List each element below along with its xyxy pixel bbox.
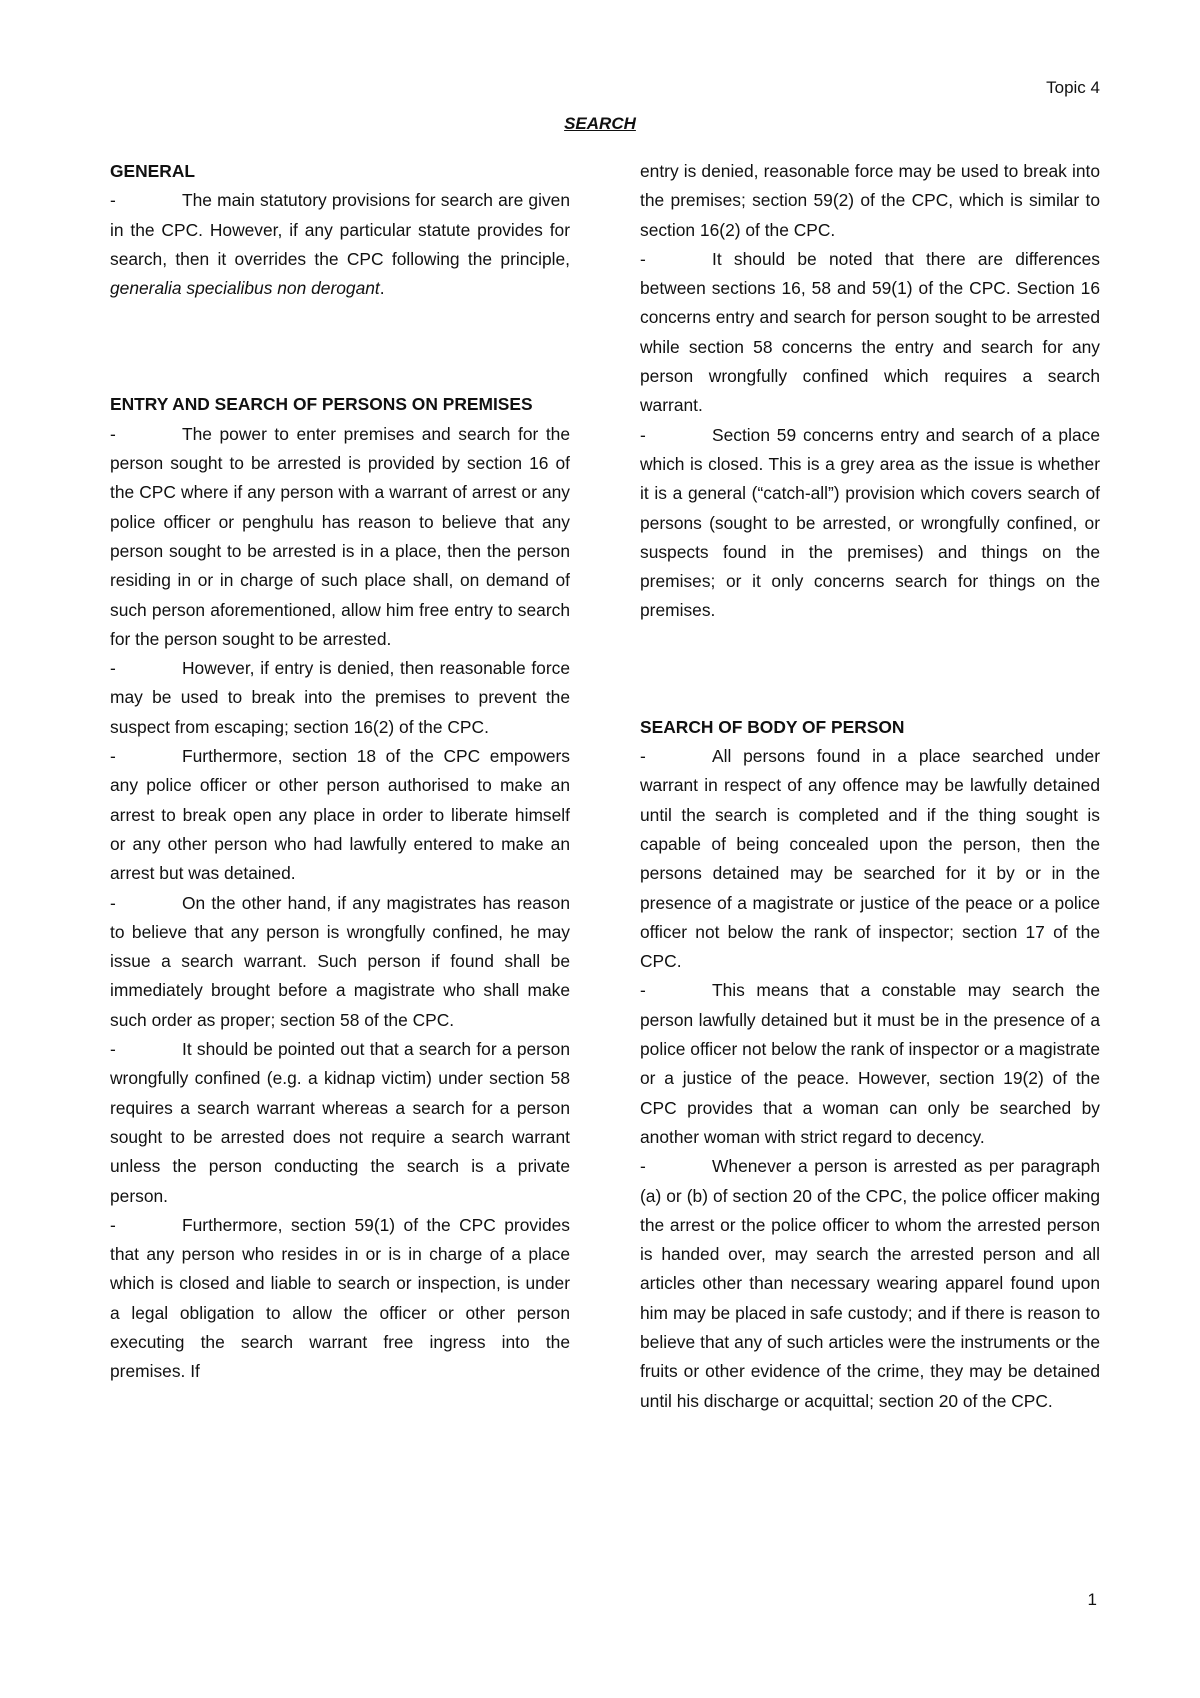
paragraph-text: Section 59 concerns entry and search of a place which is closed. This is a grey area as the issue is whether it is a general (“catch-all”) provision which covers search of persons (sought to be arrested, or wrongfully confined, or suspects found in the premises) and things on the premises; or it only concerns search for things on the premises. [640,424,1100,621]
entry-paragraph [640,245,1100,421]
body-search-paragraph [640,742,1100,976]
paragraph-text: Whenever a person is arrested as per paragraph (a) or (b) of section 20 of the CPC, the police officer making the arrest or the police officer to whom the arrested person is handed over, may search the arrested person and all articles other than necessary wearing apparel found upon him may be placed in safe custody; and if there is reason to believe that any of such articles were the instruments or the fruits or other evidence of the crime, they may be detained until his discharge or acquittal; section 20 of the CPC. [640,1156,1100,1411]
paragraph-text: However, if entry is denied, then reasonable force may be used to break into the premises to prevent the suspect from escaping; section 16(2) of the CPC. [110,658,570,737]
bullet-dash: - [640,248,646,269]
page-number: 1 [1087,1590,1097,1609]
section-heading-general: GENERAL [110,161,196,181]
bullet-dash: - [110,658,116,679]
bullet-dash: - [640,1156,646,1177]
body-search-paragraph [640,976,1100,1152]
section-heading-entry-search: ENTRY AND SEARCH OF PERSONS ON PREMISES [110,394,533,415]
spacer [110,303,570,361]
entry-paragraph [110,1211,570,1387]
continuation-paragraph: entry is denied, reasonable force may be used to break into the premises; section 59(2) of the CPC, which is similar to section 16(2) of the CPC. [640,161,1100,240]
section-heading-body-search: SEARCH OF BODY OF PERSON [640,716,905,737]
body-search-paragraph [640,1152,1100,1416]
bullet-dash: - [110,892,116,913]
entry-paragraph [110,420,570,654]
spacer [640,626,1100,684]
topic-label: Topic 4 [1046,78,1100,97]
entry-paragraph [110,889,570,1035]
entry-paragraph [110,654,570,742]
general-paragraph [110,186,570,303]
bullet-dash: - [640,980,646,1001]
paragraph-text: It should be noted that there are differences between sections 16, 58 and 59(1) of the CPC. Section 16 concerns entry and search for person sought to be arrested while section 58 concerns the entry and search for any person wrongfully confined which requires a search warrant. [640,248,1100,416]
right-column [640,157,1100,1416]
latin-maxim: generalia specialibus non derogant [110,278,380,299]
bullet-dash: - [640,746,646,767]
paragraph-text: This means that a constable may search the person lawfully detained but it must be in the presence of a police officer not below the rank of inspector or a magistrate or a justice of the peace. However, section 19(2) of the CPC provides that a woman can only be searched by another woman with strict regard to decency. [640,980,1100,1147]
bullet-dash: - [110,190,116,211]
bullet-dash: - [110,1214,116,1235]
entry-paragraph [110,1035,570,1211]
paragraph-text: Furthermore, section 59(1) of the CPC provides that any person who resides in or is in charge of a place which is closed and liable to search or inspection, is under a legal obligation to allow the officer or other person executing the search warrant free ingress into the premises. If [110,1214,570,1382]
blank-line [640,684,1100,713]
paragraph-text: On the other hand, if any magistrates has reason to believe that any person is wrongfully confined, he may issue a search warrant. Such person if found shall be immediately brought before a magistrate who shall make such order as proper; section 58 of the CPC. [110,892,570,1030]
entry-paragraph [110,742,570,888]
paragraph-text: All persons found in a place searched under warrant in respect of any offence may be lawfully detained until the search is completed and if the thing sought is capable of being concealed upon the person, then the persons detained may be searched for it by or in the presence of a magistrate or justice of the peace or a police officer not below the rank of inspector; section 17 of the CPC. [640,746,1100,972]
bullet-dash: - [640,424,646,445]
bullet-dash: - [110,746,116,767]
blank-line [110,361,570,390]
paragraph-text: It should be pointed out that a search for a person wrongfully confined (e.g. a kidnap victim) under section 58 requires a search warrant whereas a search for a person sought to be arrested does not require a search warrant unless the person conducting the search is a private person. [110,1039,570,1206]
bullet-dash: - [110,423,116,444]
paragraph-text: Furthermore, section 18 of the CPC empowers any police officer or other person authorised to make an arrest to break open any place in order to liberate himself or any other person who had lawfully entered to make an arrest but was detained. [110,746,570,884]
entry-paragraph [640,421,1100,626]
general-text: The main statutory provisions for search are given in the CPC. However, if any particular statute provides for search, then it overrides the CPC following the principle, [110,190,570,269]
left-column [110,157,570,1387]
document-title: SEARCH [564,114,636,133]
bullet-dash: - [110,1039,116,1060]
general-text-end: . [379,278,385,299]
paragraph-text: The power to enter premises and search for the person sought to be arrested is provided by section 16 of the CPC where if any person with a warrant of arrest or any police officer or penghulu has reason to believe that any person sought to be arrested is in a place, then the person residing in or in charge of such place shall, on demand of such person aforementioned, allow him free entry to search for the person sought to be arrested. [110,423,570,649]
